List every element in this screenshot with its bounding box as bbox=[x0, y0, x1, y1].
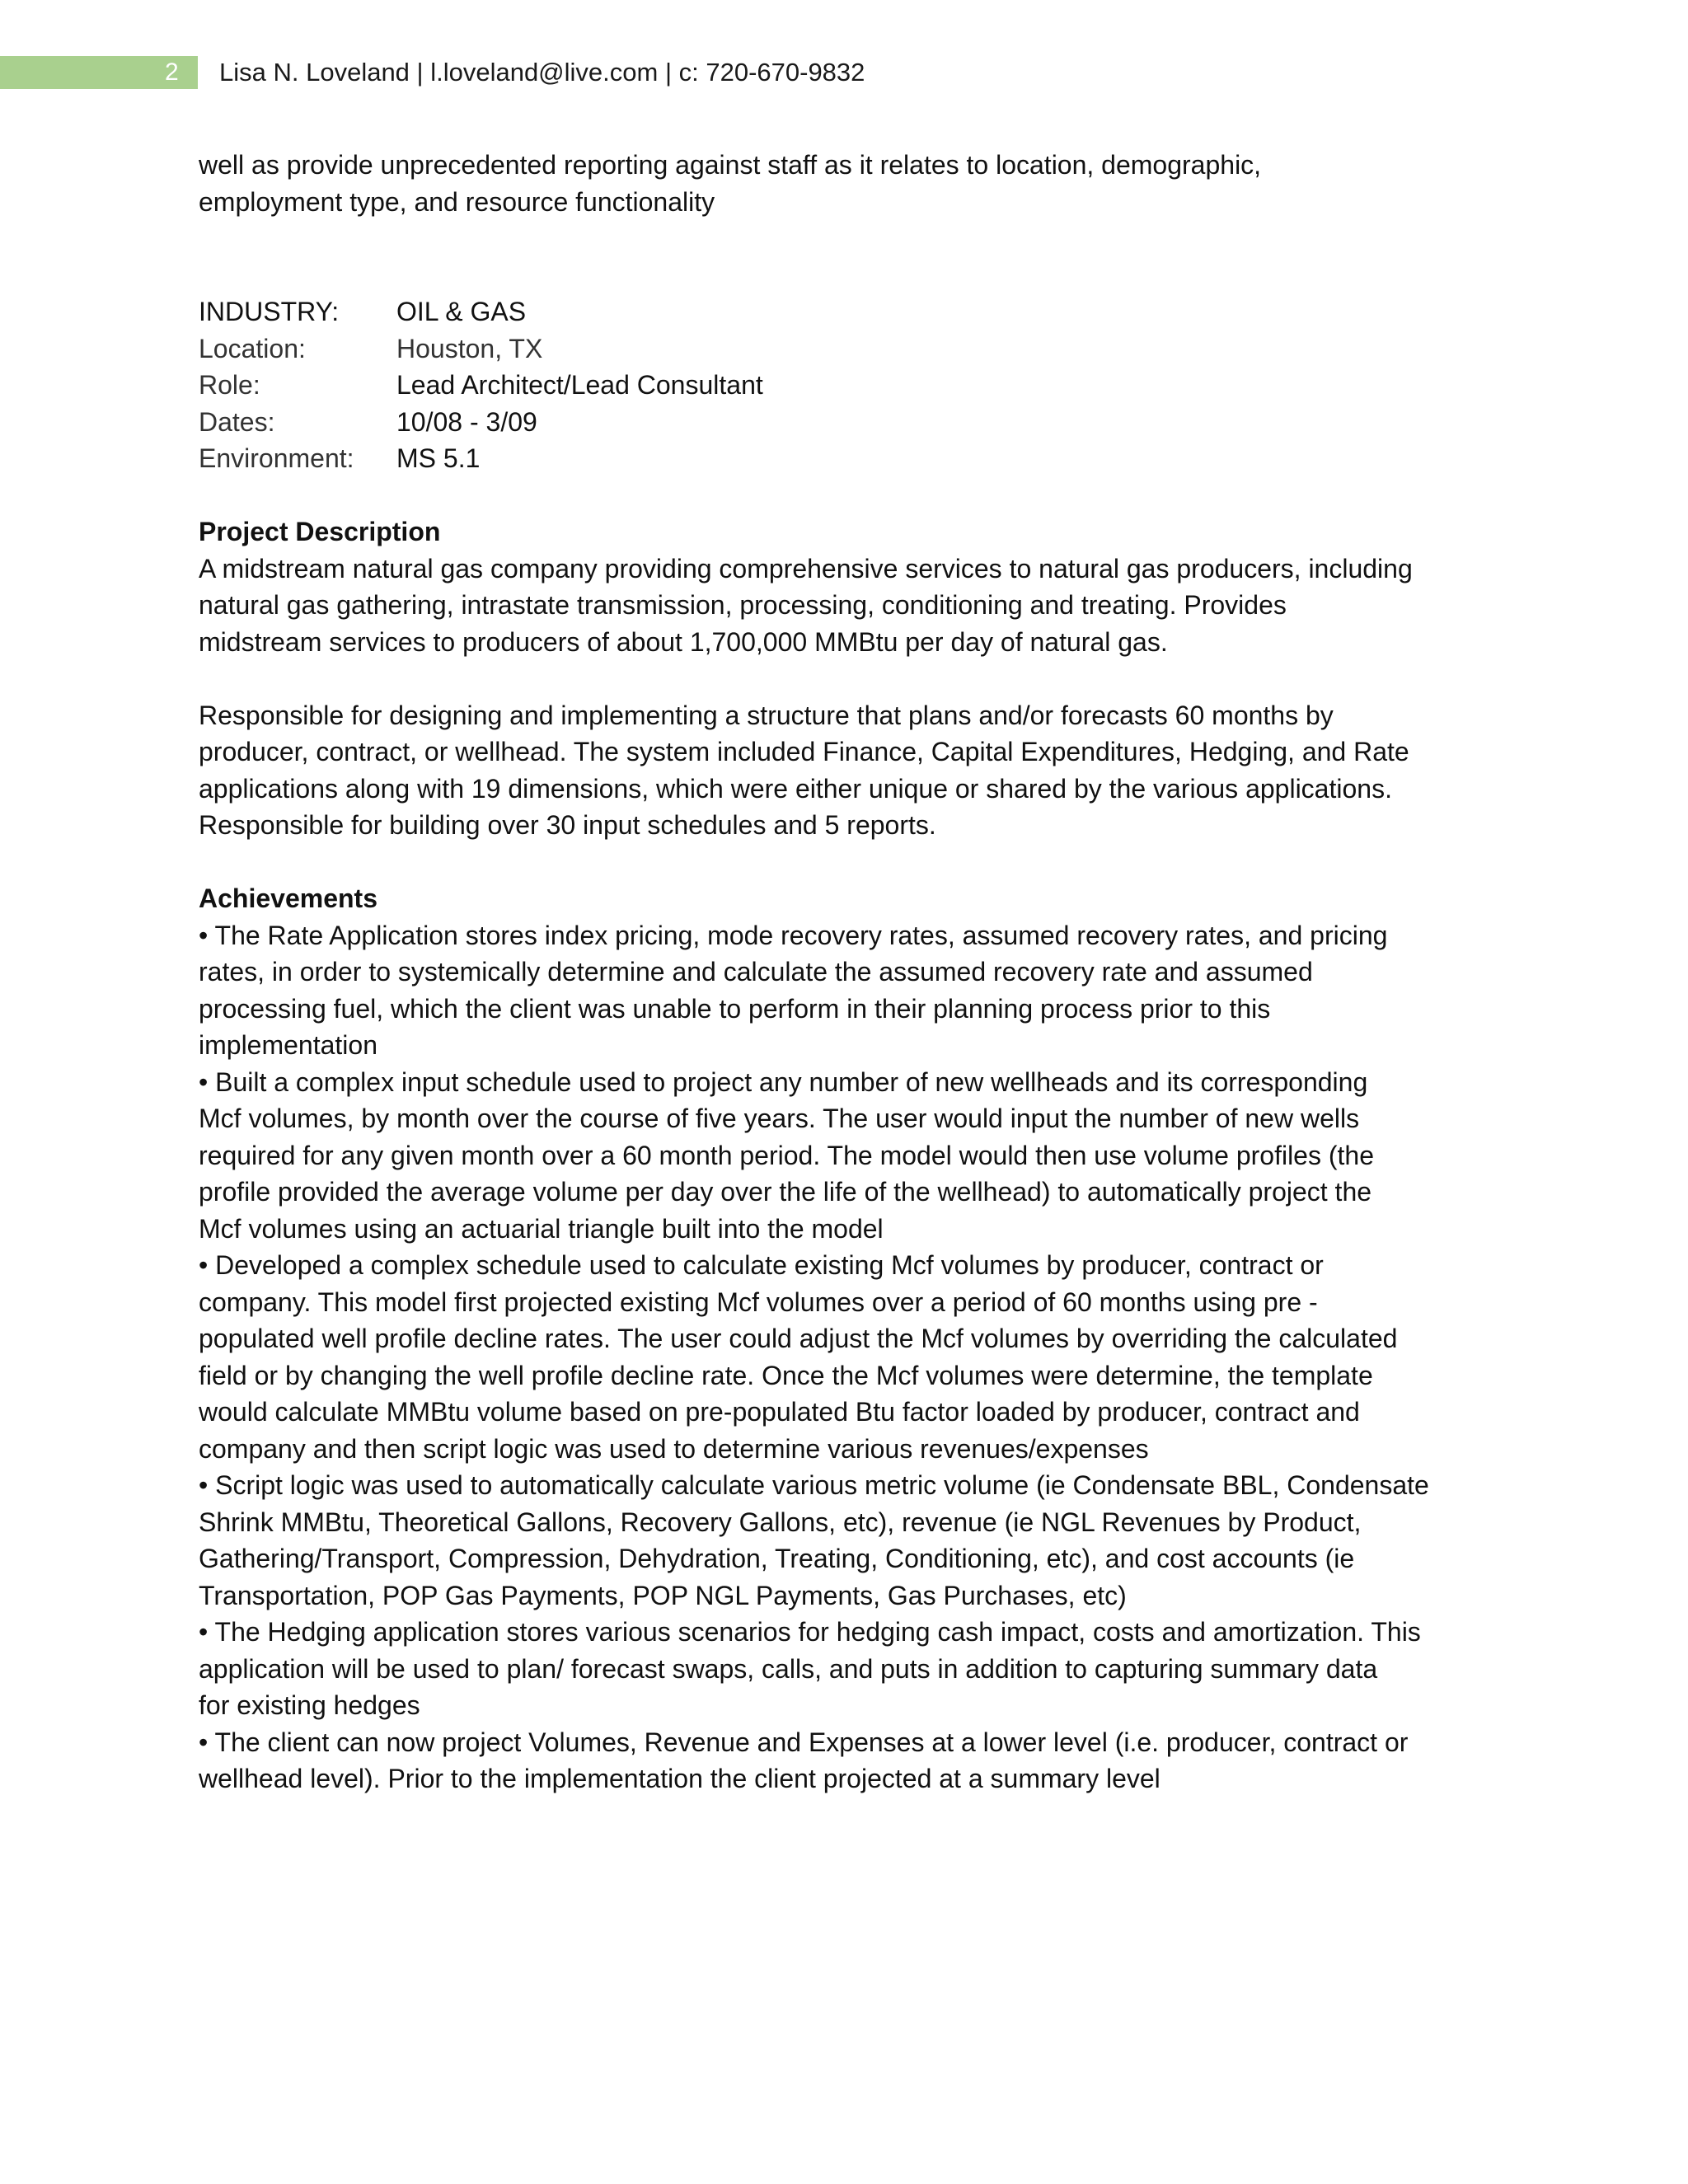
info-label: Dates: bbox=[199, 406, 275, 437]
achievement-line: • The client can now project Volumes, Revenue and Expenses at a lower level (i.e. producer, contract or bbox=[199, 1727, 1409, 1757]
info-row-location bbox=[199, 330, 1517, 368]
info-row-role bbox=[199, 367, 1517, 404]
achievements-heading: Achievements bbox=[199, 883, 377, 913]
intro-text bbox=[199, 147, 1517, 220]
achievement-line: Shrink MMBtu, Theoretical Gallons, Recovery Gallons, etc), revenue (ie NGL Revenues by Product, bbox=[199, 1507, 1362, 1537]
achievement-line: company. This model first projected existing Mcf volumes over a period of 60 months using pre - bbox=[199, 1286, 1318, 1317]
achievement-line: Transportation, POP Gas Payments, POP NGL Payments, Gas Purchases, etc) bbox=[199, 1580, 1127, 1610]
achievement-line: Gathering/Transport, Compression, Dehydration, Treating, Conditioning, etc), and cost accounts (ie bbox=[199, 1544, 1355, 1573]
project-info bbox=[199, 293, 1517, 477]
achievement-line: application will be used to plan/ forecast swaps, calls, and puts in addition to capturing summary data bbox=[199, 1653, 1378, 1684]
info-value: OIL & GAS bbox=[396, 297, 527, 326]
achievement-line: Mcf volumes using an actuarial triangle built into the model bbox=[199, 1213, 884, 1244]
info-label: Environment: bbox=[199, 443, 354, 473]
project-description-heading: Project Description bbox=[199, 517, 441, 546]
project-description-paragraph bbox=[199, 551, 1517, 661]
achievement-line: required for any given month over a 60 month period. The model would then use volume profiles (the bbox=[199, 1140, 1374, 1170]
info-label: INDUSTRY: bbox=[199, 297, 340, 326]
achievement-line: populated well profile decline rates. The user could adjust the Mcf volumes by overriding the calculated bbox=[199, 1324, 1398, 1353]
achievement-line: field or by changing the well profile decline rate. Once the Mcf volumes were determine, the template bbox=[199, 1360, 1373, 1390]
achievement-line: wellhead level). Prior to the implementation the client projected at a summary level bbox=[199, 1764, 1160, 1793]
page-number: 2 bbox=[165, 59, 179, 86]
achievement-line: • The Rate Application stores index pricing, mode recovery rates, assumed recovery rates, and pricing bbox=[199, 920, 1388, 950]
info-value: MS 5.1 bbox=[396, 443, 481, 473]
description-line: applications along with 19 dimensions, which were either unique or shared by the various applications. bbox=[199, 773, 1392, 804]
achievement-line: processing fuel, which the client was unable to perform in their planning process prior to this bbox=[199, 993, 1271, 1024]
description-line: Responsible for building over 30 input schedules and 5 reports. bbox=[199, 810, 936, 840]
achievement-line: Mcf volumes, by month over the course of five years. The user would input the number of new wells bbox=[199, 1104, 1360, 1133]
responsibilities-paragraph bbox=[199, 697, 1517, 844]
description-line: Responsible for designing and implementing a structure that plans and/or forecasts 60 months by bbox=[199, 700, 1334, 730]
intro-line: employment type, and resource functionality bbox=[199, 186, 715, 217]
info-row-dates bbox=[199, 404, 1517, 441]
achievements-list bbox=[199, 917, 1517, 1797]
description-line: producer, contract, or wellhead. The system included Finance, Capital Expenditures, Hedging, and Rate bbox=[199, 737, 1409, 766]
achievement-line: implementation bbox=[199, 1030, 377, 1060]
achievement-line: rates, in order to systemically determine and calculate the assumed recovery rate and assumed bbox=[199, 957, 1313, 987]
info-value: 10/08 - 3/09 bbox=[396, 406, 537, 437]
info-row-industry bbox=[199, 293, 1517, 330]
info-row-environment bbox=[199, 440, 1517, 477]
achievement-line: profile provided the average volume per day over the life of the wellhead) to automatically project the bbox=[199, 1177, 1372, 1207]
info-value: Lead Architect/Lead Consultant bbox=[396, 370, 763, 400]
achievement-line: • Built a complex input schedule used to project any number of new wellheads and its corresponding bbox=[199, 1066, 1368, 1097]
info-label: Location: bbox=[199, 333, 306, 363]
achievement-line: • Script logic was used to automatically calculate various metric volume (ie Condensate BBL, Condensate bbox=[199, 1470, 1429, 1500]
achievement-line: • The Hedging application stores various scenarios for hedging cash impact, costs and amortization. This bbox=[199, 1617, 1421, 1647]
header-contact-info: Lisa N. Loveland | l.loveland@live.com | c: 720-670-9832 bbox=[219, 58, 865, 87]
achievement-line: company and then script logic was used to determine various revenues/expenses bbox=[199, 1433, 1149, 1464]
resume-page-content bbox=[199, 147, 1517, 1797]
info-value: Houston, TX bbox=[396, 333, 543, 363]
description-line: natural gas gathering, intrastate transmission, processing, conditioning and treating. Provides bbox=[199, 590, 1287, 620]
description-line: A midstream natural gas company providing comprehensive services to natural gas producers, including bbox=[199, 553, 1413, 583]
intro-line: well as provide unprecedented reporting against staff as it relates to location, demographic, bbox=[199, 150, 1262, 180]
achievement-line: • Developed a complex schedule used to calculate existing Mcf volumes by producer, contract or bbox=[199, 1250, 1324, 1280]
description-line: midstream services to producers of about 1,700,000 MMBtu per day of natural gas. bbox=[199, 626, 1168, 657]
info-label: Role: bbox=[199, 370, 260, 400]
achievement-line: would calculate MMBtu volume based on pre-populated Btu factor loaded by producer, contract and bbox=[199, 1397, 1360, 1427]
achievement-line: for existing hedges bbox=[199, 1690, 420, 1720]
